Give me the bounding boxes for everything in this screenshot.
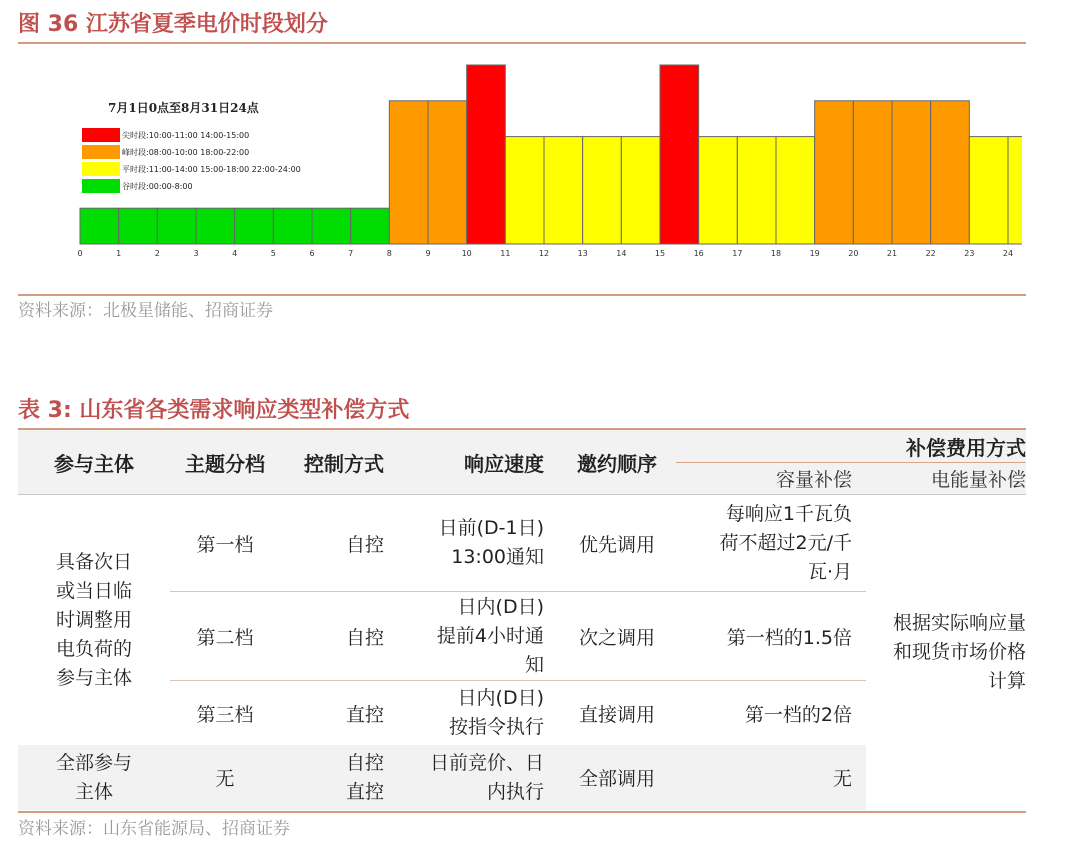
bar-hour-14 — [621, 137, 660, 244]
x-tick-17: 17 — [732, 249, 743, 258]
figure-bottom-rule — [18, 294, 1026, 296]
energy-compensation-cell: 根据实际响应量 和现货市场价格 计算 — [892, 612, 1026, 692]
bar-hour-4 — [235, 208, 274, 244]
bar-hour-22 — [931, 101, 970, 244]
figure-title-rule — [18, 42, 1026, 44]
bar-hour-3 — [196, 208, 235, 244]
header-order: 邀约顺序 — [577, 451, 657, 476]
row2-order: 次之调用 — [578, 626, 655, 649]
row3-capacity: 第一档的2倍 — [744, 703, 852, 726]
group-subject-cell: 具备次日 或当日临 时调整用 电负荷的 参与主体 — [55, 550, 132, 689]
bar-hour-6 — [312, 208, 351, 244]
row3-speed: 日内(D日) 按指令执行 — [448, 687, 544, 738]
x-tick-4: 4 — [232, 249, 238, 258]
bar-hour-20 — [853, 101, 892, 244]
x-tick-19: 19 — [809, 249, 820, 258]
row1-speed: 日前(D-1日) 13:00通知 — [438, 517, 544, 568]
header-subject: 参与主体 — [54, 451, 134, 476]
row1-order: 优先调用 — [578, 533, 655, 556]
row2-control: 自控 — [345, 626, 384, 649]
x-tick-0: 0 — [77, 249, 83, 258]
bar-hour-undefined — [1008, 137, 1022, 244]
last-row-order: 全部调用 — [578, 768, 655, 790]
bar-hour-16 — [699, 137, 738, 244]
figure-source: 资料来源：北极星储能、招商证券 — [18, 301, 273, 321]
header-tier: 主题分档 — [185, 451, 265, 476]
x-tick-20: 20 — [848, 249, 859, 258]
bar-hour-7 — [351, 208, 390, 244]
header-speed: 响应速度 — [464, 451, 544, 476]
price-period-chart — [72, 56, 1022, 266]
bar-hour-19 — [815, 101, 854, 244]
chart-title: 7月1日0点至8月31日24点 — [108, 101, 259, 115]
chart-svg — [72, 56, 1022, 266]
bar-hour-13 — [583, 137, 622, 244]
table-source: 资料来源：山东省能源局、招商证券 — [18, 819, 290, 839]
row2-tier: 第二档 — [196, 626, 254, 649]
last-row-speed: 日前竞价、日 内执行 — [429, 751, 544, 803]
row1-tier: 第一档 — [196, 533, 254, 556]
header-capacity: 容量补偿 — [775, 469, 852, 491]
row3-tier: 第三档 — [196, 703, 254, 726]
legend-label-1: 峰时段:08:00-10:00 18:00-22:00 — [122, 148, 250, 157]
last-row-control: 自控 直控 — [345, 751, 384, 803]
legend-label-2: 平时段:11:00-14:00 15:00-18:00 22:00-24:00 — [122, 165, 301, 174]
row3-order: 直接调用 — [578, 703, 655, 726]
row3-control: 直控 — [345, 703, 384, 726]
x-tick-24: 24 — [1002, 249, 1014, 258]
bar-hour-18 — [776, 137, 815, 244]
row1-control: 自控 — [345, 533, 384, 556]
bar-hour-10 — [467, 65, 506, 244]
x-tick-10: 10 — [461, 249, 472, 258]
x-tick-16: 16 — [693, 249, 704, 258]
x-tick-9: 9 — [425, 249, 431, 258]
bar-hour-5 — [273, 208, 312, 244]
table-bottom-rule — [18, 811, 1026, 813]
legend-swatch-1 — [82, 145, 120, 159]
bar-hour-0 — [80, 208, 119, 244]
x-tick-8: 8 — [386, 249, 392, 258]
bar-hour-1 — [119, 208, 158, 244]
figure-title: 图 36 江苏省夏季电价时段划分 — [18, 12, 328, 37]
row1-capacity: 每响应1千瓦负 荷不超过2元/千 瓦·月 — [719, 502, 852, 583]
header-control: 控制方式 — [304, 451, 384, 476]
header-energy: 电能量补偿 — [930, 469, 1026, 491]
bar-hour-9 — [428, 101, 467, 244]
x-tick-1: 1 — [116, 249, 122, 258]
last-row-subject: 全部参与 主体 — [55, 751, 132, 803]
x-tick-11: 11 — [500, 249, 511, 258]
table-title: 表 3: 山东省各类需求响应类型补偿方式 — [18, 398, 410, 423]
x-tick-21: 21 — [886, 249, 898, 258]
last-row-tier: 无 — [215, 768, 235, 790]
bar-hour-15 — [660, 65, 699, 244]
bar-hour-23 — [969, 137, 1008, 244]
bar-hour-8 — [389, 101, 428, 244]
row2-capacity: 第一档的1.5倍 — [726, 626, 852, 649]
bar-hour-21 — [892, 101, 931, 244]
x-tick-6: 6 — [309, 249, 315, 258]
header-compensation: 补偿费用方式 — [906, 435, 1026, 460]
x-tick-2: 2 — [154, 249, 160, 258]
legend-swatch-0 — [82, 128, 120, 142]
legend-swatch-2 — [82, 162, 120, 176]
legend-swatch-3 — [82, 179, 120, 193]
x-tick-22: 22 — [925, 249, 936, 258]
x-tick-3: 3 — [193, 249, 199, 258]
x-tick-14: 14 — [616, 249, 627, 258]
row2-speed: 日内(D日) 提前4小时通 知 — [436, 595, 544, 676]
x-tick-23: 23 — [964, 249, 975, 258]
bar-hour-17 — [737, 137, 776, 244]
x-tick-12: 12 — [538, 249, 550, 258]
bar-hour-12 — [544, 137, 583, 244]
x-tick-13: 13 — [577, 249, 588, 258]
last-row-capacity: 无 — [832, 768, 852, 790]
x-tick-7: 7 — [348, 249, 354, 258]
bar-hour-11 — [505, 137, 544, 244]
legend-label-0: 尖时段:10:00-11:00 14:00-15:00 — [122, 131, 250, 140]
bar-hour-2 — [157, 208, 196, 244]
x-tick-5: 5 — [270, 249, 276, 258]
legend-label-3: 谷时段:00:00-8:00 — [122, 182, 193, 191]
x-tick-18: 18 — [770, 249, 782, 258]
x-tick-15: 15 — [654, 249, 666, 258]
